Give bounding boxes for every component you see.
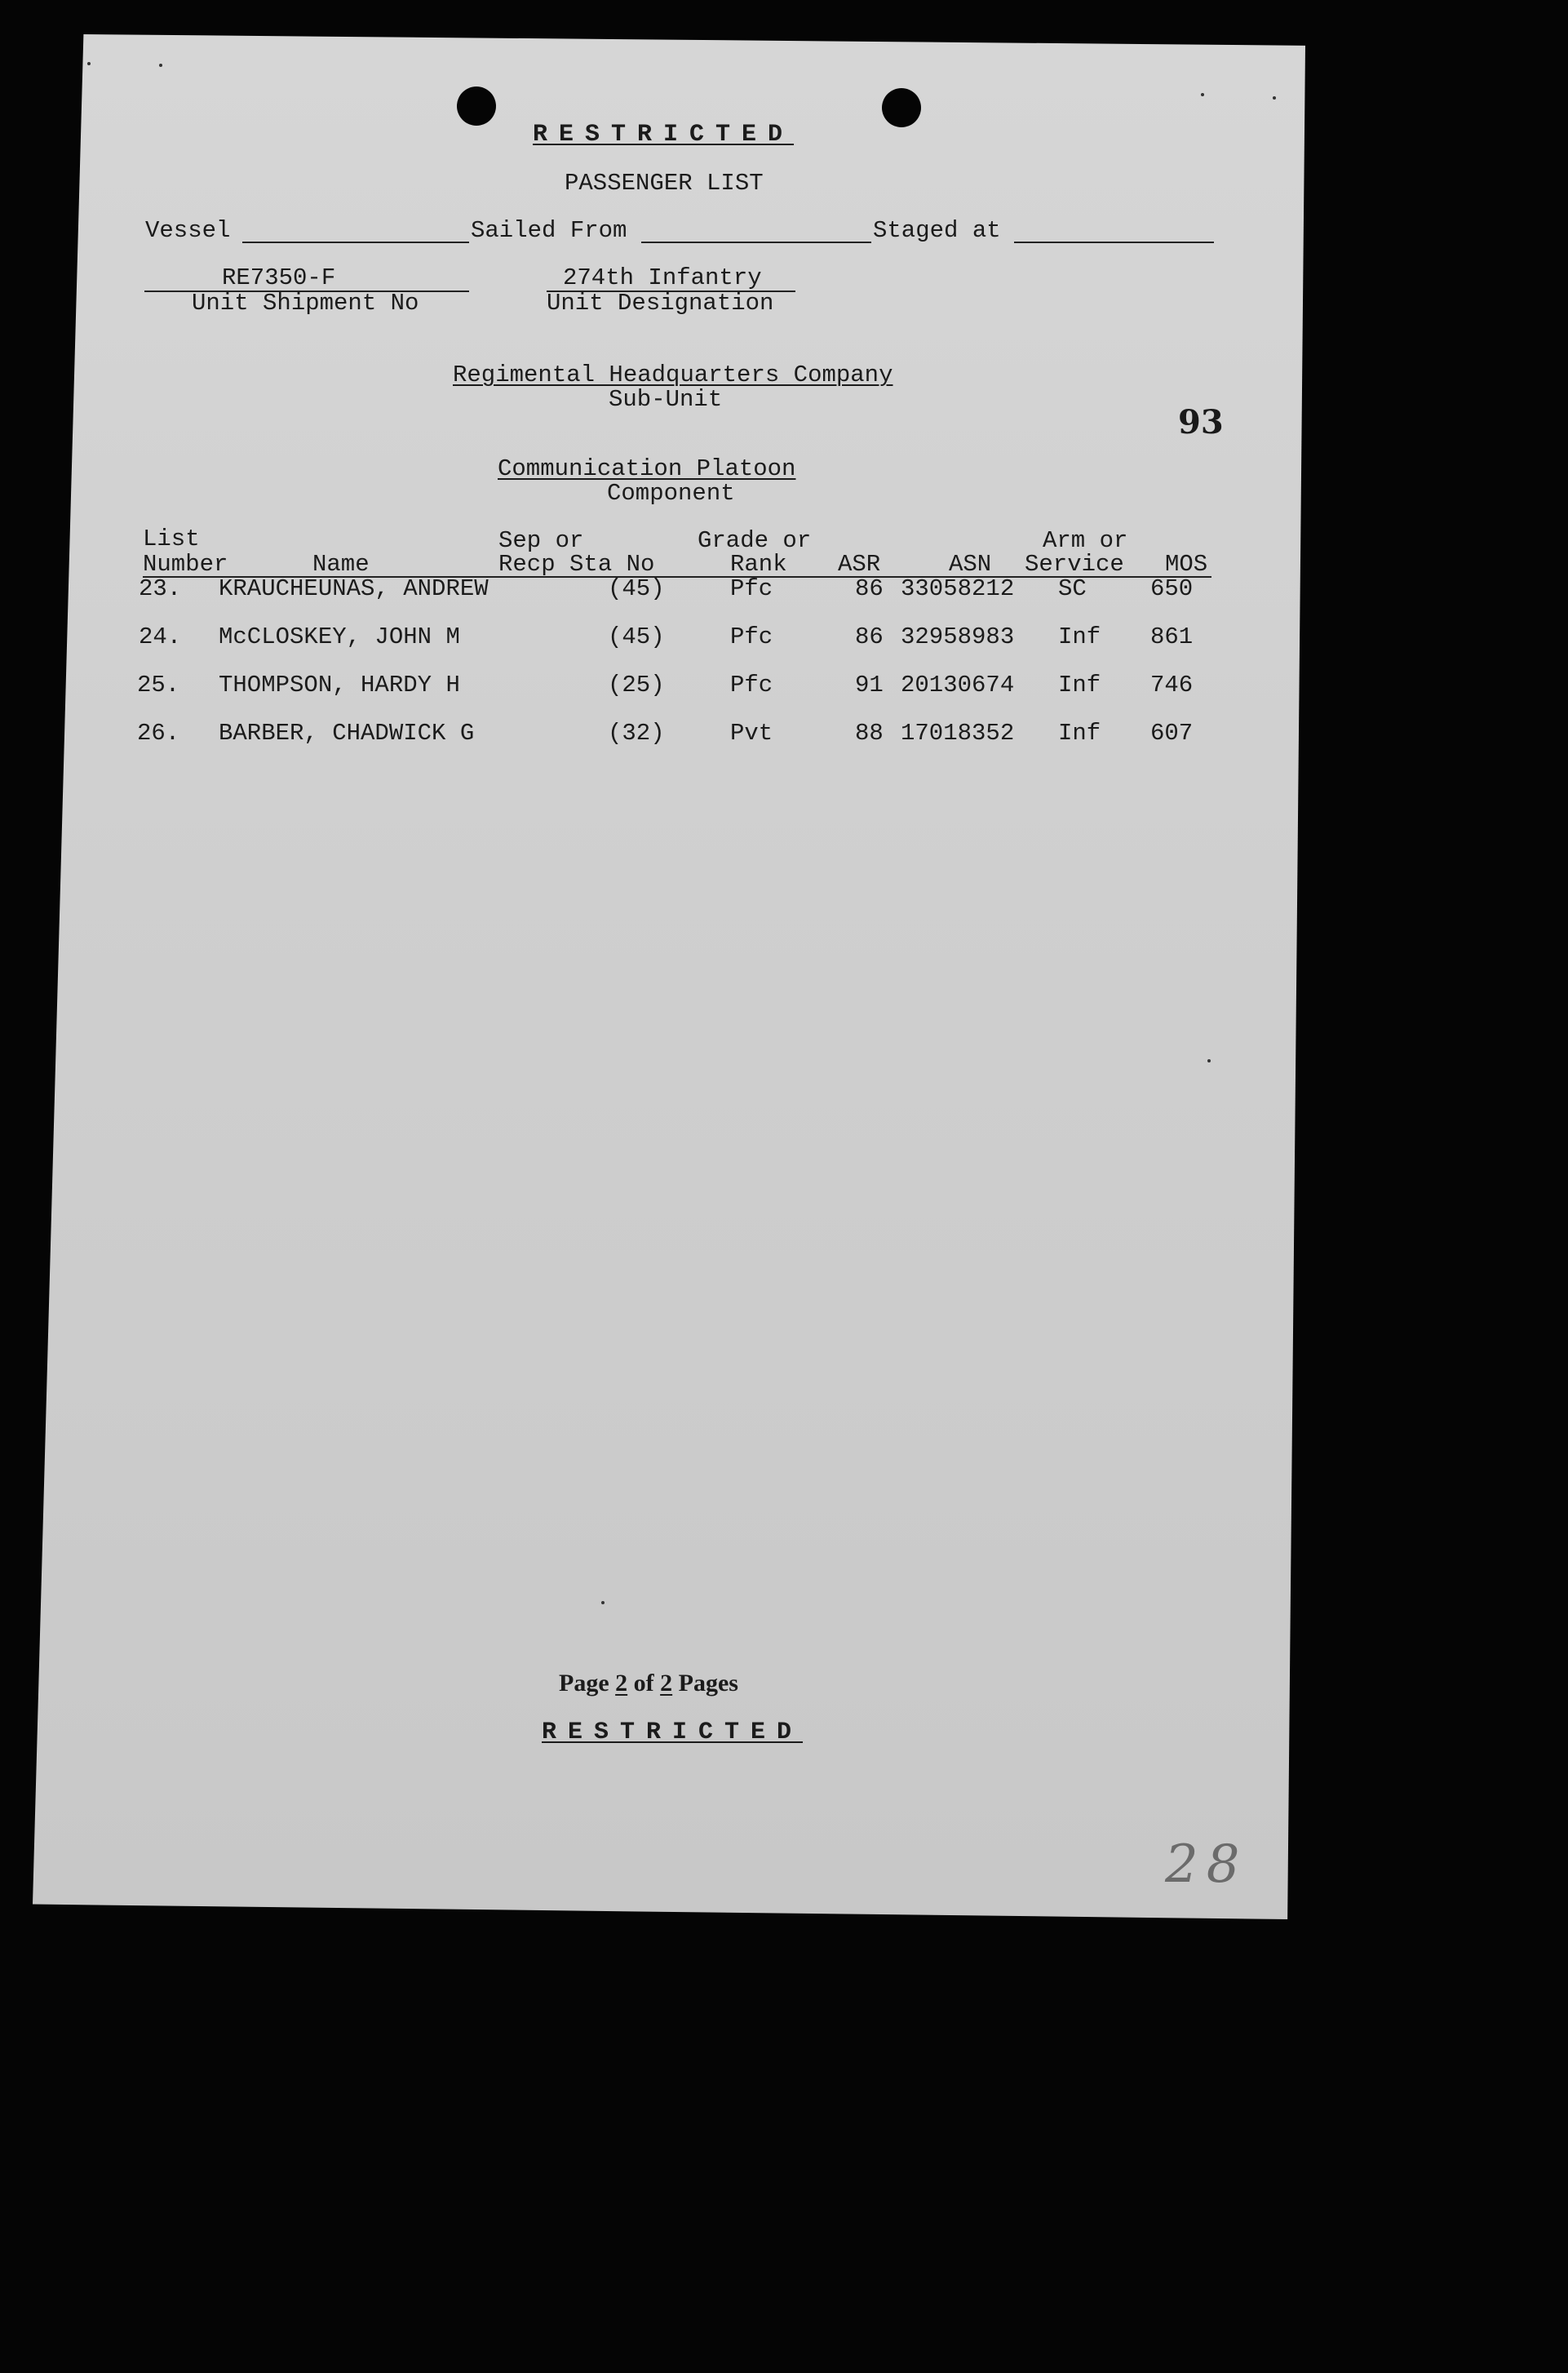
speck — [1273, 96, 1276, 100]
col-header-recp-sta-no: Recp Sta No — [498, 551, 655, 578]
page-current: 2 — [615, 1670, 628, 1697]
unit-shipment-no: RE7350-F — [222, 264, 336, 291]
asr: 88 — [855, 720, 884, 747]
unit-designation-label: Unit Designation — [547, 290, 774, 317]
mos: 861 — [1150, 623, 1194, 650]
mos: 650 — [1150, 575, 1194, 602]
handwritten-page-number: 28 — [1165, 1834, 1248, 1895]
table-row — [0, 720, 1568, 752]
sep-recp-sta-no: (45) — [608, 623, 665, 650]
arm-service: SC — [1058, 575, 1087, 602]
vessel-blank — [242, 242, 469, 243]
document-page — [33, 34, 1305, 1919]
sailed-from-label: Sailed From — [471, 217, 627, 244]
speck — [1207, 1059, 1211, 1062]
grade-rank: Pfc — [730, 623, 773, 650]
page-total: 2 — [660, 1670, 673, 1697]
asn: 32958983 — [901, 623, 1015, 650]
list-number: 26. — [137, 720, 180, 747]
stamped-number: 93 — [1178, 403, 1224, 441]
arm-service: Inf — [1058, 720, 1101, 747]
punch-hole-left — [457, 86, 496, 126]
list-number: 24. — [139, 623, 182, 650]
col-header-list: List — [143, 526, 200, 552]
col-header-rank: Rank — [730, 551, 787, 578]
page-word: Page — [559, 1670, 609, 1697]
asn: 33058212 — [901, 575, 1015, 602]
asr: 86 — [855, 575, 884, 602]
speck — [87, 62, 91, 65]
asr: 86 — [855, 623, 884, 650]
of-word: of — [633, 1670, 654, 1697]
col-header-name: Name — [312, 551, 370, 578]
list-number: 25. — [137, 672, 180, 699]
staged-at-label: Staged at — [873, 217, 1001, 244]
staged-at-blank — [1014, 242, 1214, 243]
list-number: 23. — [139, 575, 182, 602]
col-header-grade-or: Grade or — [698, 527, 812, 554]
col-header-asn: ASN — [949, 551, 992, 578]
col-header-arm-or: Arm or — [1043, 527, 1128, 554]
mos: 746 — [1150, 672, 1194, 699]
arm-service: Inf — [1058, 623, 1101, 650]
punch-hole-right — [882, 88, 921, 127]
asn: 20130674 — [901, 672, 1015, 699]
speck — [1201, 93, 1204, 96]
passenger-name: McCLOSKEY, JOHN M — [219, 623, 460, 650]
grade-rank: Pvt — [730, 720, 773, 747]
mos: 607 — [1150, 720, 1194, 747]
grade-rank: Pfc — [730, 672, 773, 699]
vessel-label: Vessel — [145, 217, 231, 244]
sub-unit-label: Sub-Unit — [609, 386, 723, 413]
component: Communication Platoon — [498, 455, 796, 482]
sep-recp-sta-no: (25) — [608, 672, 665, 699]
table-row — [0, 623, 1568, 656]
unit-designation: 274th Infantry — [563, 264, 762, 291]
speck — [159, 64, 162, 67]
col-header-mos: MOS — [1165, 551, 1208, 578]
speck — [601, 1601, 605, 1604]
table-row — [0, 575, 1568, 608]
restricted-header: RESTRICTED — [533, 121, 795, 149]
passenger-name: BARBER, CHADWICK G — [219, 720, 475, 747]
sep-recp-sta-no: (32) — [608, 720, 665, 747]
sailed-from-blank — [641, 242, 871, 243]
arm-service: Inf — [1058, 672, 1101, 699]
unit-shipment-no-label: Unit Shipment No — [192, 290, 419, 317]
component-label: Component — [607, 480, 735, 507]
sub-unit: Regimental Headquarters Company — [453, 361, 893, 388]
page-indicator — [559, 1671, 738, 1696]
col-header-sep-or: Sep or — [498, 527, 584, 554]
passenger-name: KRAUCHEUNAS, ANDREW — [219, 575, 489, 602]
col-header-service: Service — [1025, 551, 1124, 578]
grade-rank: Pfc — [730, 575, 773, 602]
col-header-number: Number — [143, 551, 228, 578]
sep-recp-sta-no: (45) — [608, 575, 665, 602]
pages-word: Pages — [678, 1670, 738, 1697]
restricted-footer: RESTRICTED — [542, 1719, 804, 1746]
asr: 91 — [855, 672, 884, 699]
document-title: PASSENGER LIST — [565, 170, 764, 197]
col-header-asr: ASR — [838, 551, 881, 578]
passenger-name: THOMPSON, HARDY H — [219, 672, 460, 699]
table-row — [0, 672, 1568, 704]
asn: 17018352 — [901, 720, 1015, 747]
